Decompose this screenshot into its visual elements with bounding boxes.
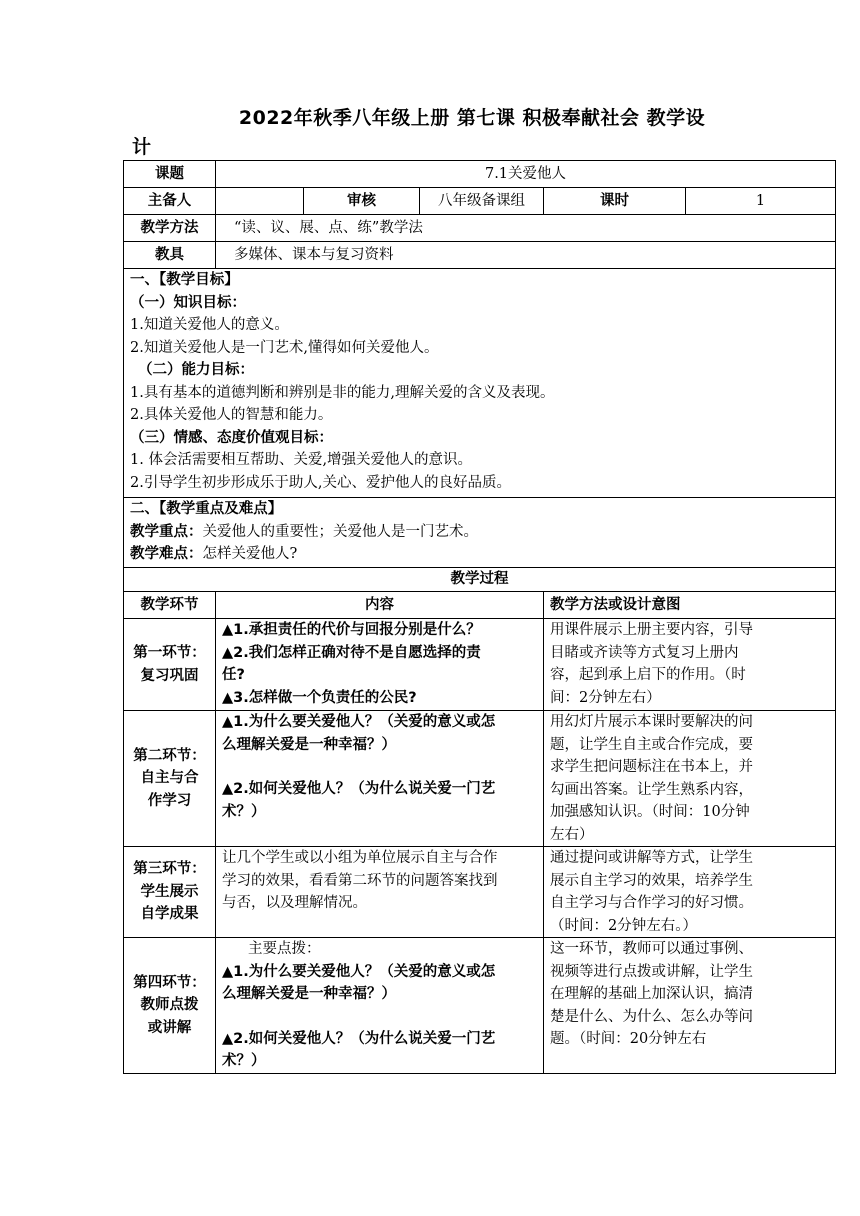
content-title: 主要点拨： xyxy=(248,941,321,957)
ability-heading: （二）能力目标： xyxy=(138,362,254,378)
tools-value: 多媒体、课本与复习资料 xyxy=(216,242,836,269)
knowledge-item: 1.知道关爱他人的意义。 xyxy=(130,317,289,333)
knowledge-heading: （一）知识目标： xyxy=(130,294,246,311)
objectives-section xyxy=(124,269,836,498)
ability-item: 1.具有基本的道德判断和辨别是非的能力,理解关爱的含义及表现。 xyxy=(130,384,555,401)
hours-value: 1 xyxy=(686,188,836,215)
document-title xyxy=(132,104,772,162)
ability-item: 2.具体关爱他人的智慧和能力。 xyxy=(130,407,333,423)
stage-cell: 第二环节： 自主与合 作学习 xyxy=(124,711,216,847)
content-cell: ▲1.承担责任的代价与回报分别是什么？ ▲2.我们怎样正确对待不是自愿选择的责 任? ▲3.怎样做一个负责任的公民? xyxy=(216,619,544,711)
method-label: 教学方法 xyxy=(124,215,216,242)
process-heading: 教学过程 xyxy=(124,568,836,592)
preparer-label: 主备人 xyxy=(124,188,216,215)
col-method-header: 教学方法或设计意图 xyxy=(544,592,836,619)
content-cell: 让几个学生或以小组为单位展示自主与合作 学习的效果，看看第二环节的问题答案找到 与否，以及理解情况。 xyxy=(216,847,544,938)
table-row xyxy=(124,938,836,1074)
stage-cell: 第一环节： 复习巩固 xyxy=(124,619,216,711)
method-cell: 用幻灯片展示本课时要解决的问 题，让学生自主或合作完成，要 求学生把问题标注在书本上，并 勾画出答案。让学生熟系内容， 加强感知认识。（时间：10分钟 左右） xyxy=(544,711,836,847)
difficulty-text: 怎样关爱他人? xyxy=(202,546,298,562)
table-row xyxy=(124,619,836,711)
stage-cell: 第四环节： 教师点拨 或讲解 xyxy=(124,938,216,1074)
review-value: 八年级备课组 xyxy=(420,188,544,215)
table-row xyxy=(124,847,836,938)
method-value: “读、议、展、点、练”教学法 xyxy=(216,215,836,242)
preparer-value xyxy=(216,188,304,215)
hours-label: 课时 xyxy=(544,188,686,215)
method-cell: 这一环节，教师可以通过事例、 视频等进行点拨或讲解，让学生 在理解的基础上加深认识，搞清 楚是什么、为什么、怎么办等问 题。（时间：20分钟左右 xyxy=(544,938,836,1074)
difficulty-label: 教学难点： xyxy=(130,546,203,562)
col-stage-header: 教学环节 xyxy=(124,592,216,619)
topic-value: 7.1关爱他人 xyxy=(216,161,836,188)
objectives-heading: 一、【教学目标】 xyxy=(130,272,239,288)
focus-label: 教学重点： xyxy=(130,523,203,540)
method-cell: 用课件展示上册主要内容，引导 目睹或齐读等方式复习上册内 容，起到承上启下的作用。（时 间：2分钟左右） xyxy=(544,619,836,711)
tools-label: 教具 xyxy=(124,242,216,269)
table-row xyxy=(124,711,836,847)
emotion-item: 2.引导学生初步形成乐于助人,关心、爱护他人的良好品质。 xyxy=(130,474,511,491)
key-points-section xyxy=(124,498,836,568)
focus-text: 关爱他人的重要性；关爱他人是一门艺术。 xyxy=(202,523,478,540)
method-cell: 通过提问或讲解等方式，让学生 展示自主学习的效果，培养学生 自主学习与合作学习的好习惯。 （时间：2分钟左右。） xyxy=(544,847,836,938)
emotion-item: 1. 体会活需要相互帮助、关爱,增强关爱他人的意识。 xyxy=(130,452,473,468)
content-cell: 主要点拨： ▲1.为什么要关爱他人？（关爱的意义或怎 么理解关爱是一种幸福？） ▲2.如何关爱他人？（为什么说关爱一门艺 术？） xyxy=(216,938,544,1074)
col-content-header: 内容 xyxy=(216,592,544,619)
lesson-plan-table xyxy=(123,160,836,1074)
topic-label: 课题 xyxy=(124,161,216,188)
knowledge-item: 2.知道关爱他人是一门艺术,懂得如何关爱他人。 xyxy=(130,339,439,356)
emotion-heading: （三）情感、态度价值观目标： xyxy=(130,429,333,446)
key-points-heading: 二、【教学重点及难点】 xyxy=(130,501,283,517)
stage-cell: 第三环节： 学生展示 自学成果 xyxy=(124,847,216,938)
content-cell: ▲1.为什么要关爱他人？（关爱的意义或怎 么理解关爱是一种幸福？） ▲2.如何关爱他人？（为什么说关爱一门艺 术？） xyxy=(216,711,544,847)
title-line-1: 2022年秋季八年级上册 第七课 积极奉献社会 教学设 xyxy=(238,107,706,129)
title-line-2: 计 xyxy=(132,136,152,158)
review-label: 审核 xyxy=(304,188,420,215)
